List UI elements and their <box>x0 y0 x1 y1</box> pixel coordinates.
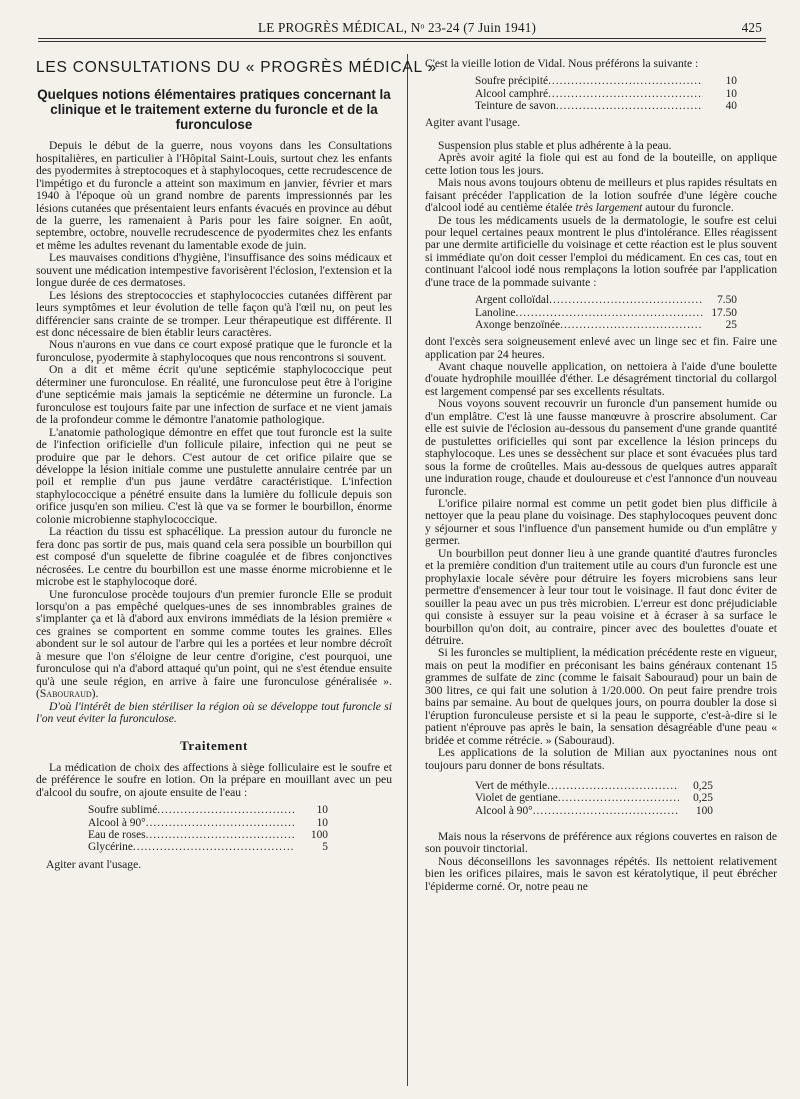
emphasis: très largement <box>575 201 643 215</box>
ingredient: Alcool camphré <box>475 87 549 100</box>
recipe-row <box>88 841 328 853</box>
paragraph: Suspension plus stable et plus adhérente à la peau. <box>438 138 672 152</box>
quantity: 100 <box>310 828 328 841</box>
ingredient: Lanoline <box>475 306 516 319</box>
ingredient: Alcool à 90° <box>88 816 146 829</box>
paragraph-text: Mais nous avons toujours obtenu de meilleurs et plus rapides résultats en faisant précéder l'application de la lotion soufrée d'une légère couche d'alcool iodé au centième étalée <box>425 176 777 215</box>
citation: (Sabouraud). <box>36 687 99 701</box>
leader-dots <box>133 841 294 853</box>
header-rule <box>38 38 766 39</box>
quantity: 25 <box>725 318 737 331</box>
paragraph: Nous n'aurons en vue dans ce court exposé pratique que le furoncle et la furonculose, pyodermite à staphylocoques que nous rencontrons si souvent. <box>36 338 392 364</box>
paragraph: Après avoir agité la fiole qui est au fond de la bouteille, on applique cette lotion tous les jours. <box>425 151 777 177</box>
paragraph: Les lésions des streptococcies et staphylococcies cutanées diffèrent par leurs symptômes et leur évolution de telle façon qu'à l'œil nu, on peut les différencier sans crainte de se tromper. Leur thérapeutique est différente. Il est donc nécessaire de bien établir leurs caractères. <box>36 288 392 340</box>
header-rule-thin <box>38 41 766 42</box>
running-title: LE PROGRÈS MÉDICAL, Nᵒ 23-24 (7 Juin 1941) <box>258 20 537 35</box>
left-column <box>36 54 437 879</box>
ingredient: Axonge benzoïnée <box>475 318 561 331</box>
ingredient: Vert de méthyle <box>475 779 548 792</box>
leader-dots <box>556 100 703 112</box>
leader-dots <box>549 294 703 306</box>
ingredient: Alcool à 90° <box>475 804 533 817</box>
recipe-row <box>88 817 328 829</box>
quantity: 10 <box>316 804 328 817</box>
paragraph: Depuis le début de la guerre, nous voyons dans les Consultations hospitalières, en particulier à l'Hôpital Saint-Louis, surtout chez les enfants des pyodermites à streptocoques et à staphylocoques, cette recrudescence de l'impétigo et du furoncle a atteint son maximum en janvier, février et mars 1940 à l'époque où un grand nombre de parents impressionnés par les lésions cutanées que présentaient leurs enfants évacués en province au début de la guerre, les ramenaient à Paris pour les faire soigner. En août, septembre, octobre, nouvelle recrudescence de pyodermites chez les enfants et même les adultes revenant du lamentable exode de juin. <box>36 139 392 252</box>
paragraph <box>36 589 392 701</box>
leader-dots <box>533 805 679 817</box>
ingredient: Glycérine <box>88 841 133 854</box>
recipe-milian-solution <box>475 780 713 817</box>
paragraph: L'anatomie pathologique démontre en effet que tout furoncle est la suite de l'infection orificielle d'un follicule pilaire, infection qui ne peut se produire que par le dehors. C'est autour de cet orifice pilaire que se développe la lésion initiale comme une pustulette annulaire centrée par un poil et remplie d'un pus jaune verdâtre caractéristique. L'infection staphylococcique a pénétré ensuite dans la lumière du follicule depuis son orifice jusqu'en son milieu. C'est là que va se former le bourbillon, énorme colonie microbienne staphylococcique. <box>36 425 392 526</box>
quantity: 10 <box>725 87 737 100</box>
recipe-row <box>475 75 737 87</box>
quantity: 7.50 <box>717 294 737 307</box>
paragraph: Si les furoncles se multiplient, la médication précédente reste en vigueur, mais on peut la modifier en préconisant les bains généraux contenant 15 grammes de sulfate de zinc (comme le faisait Sabouraud) pour un bain de 300 litres, ce qui fait une solution à 1/20.000. On peut faire prendre trois bains par semaine. Au bout de quelques jours, on pourra doubler la dose si l'éruption furonculeuse persiste et si la peau le supporte, c'est-à-dire si le patient n'éprouve pas après le bain, la sensation désagréable d'une peau « bridée et comme rétrécie. » (Sabouraud). <box>425 646 777 747</box>
leader-dots <box>547 780 679 792</box>
paragraph: Les applications de la solution de Milian aux pyoctanines nous ont toujours paru donner de bons résultats. <box>425 746 777 772</box>
recipe-row <box>475 294 737 306</box>
recipe-lotion-preferred <box>475 75 737 112</box>
paragraph: dont l'excès sera soigneusement enlevé avec un linge sec et fin. Faire une application par 24 heures. <box>425 335 777 361</box>
quantity: 10 <box>316 816 328 829</box>
leader-dots <box>157 804 294 816</box>
paragraph: De tous les médicaments usuels de la dermatologie, le soufre est celui pour lequel certaines peaux montrent le plus d'intolérance. Elles réagissent par une dermite artificielle du voisinage et cette réaction est le plus souvent si immédiate qu'on doit cesser l'emploi du médicament. En ces cas, tout en continuant l'alcool iodé nous remplaçons la lotion soufrée par l'application d'une trace de la pommade suivante : <box>425 213 777 289</box>
quantity: 0,25 <box>693 792 713 805</box>
paragraph: L'orifice pilaire normal est comme un petit godet bien plus difficile à nettoyer que la peau plane du voisinage. Des staphylocoques peuvent donc y séjourner et sous l'influence d'un pansement humide ou d'un emplâtre y germer. <box>425 497 777 548</box>
article-title: Quelques notions élémentaires pratiques concernant la clinique et le traitement externe du furoncle et de la furonculose <box>37 87 391 132</box>
paragraph: Nous déconseillons les savonnages répétés. Ils nettoient relativement bien les orifices pilaires, mais le savon est kératolytique, il peut ébrécher l'épiderme corné. Or, notre peau ne <box>425 854 777 893</box>
ingredient: Soufre sublimé <box>88 804 158 817</box>
recipe-row <box>475 307 737 319</box>
paragraph: La réaction du tissu est sphacélique. La pression autour du furoncle ne fera donc pas sortir de pus, mais quand cela sera possible un bourbillon qui est composé d'un squelette de fibrine coagulée et de fibres conjonctives nécrosées. Le centre du bourbillon est une masse énorme microbienne et le microbe est le staphylocoque doré. <box>36 525 392 589</box>
article-body-left <box>36 140 392 725</box>
leader-dots <box>516 307 704 319</box>
ingredient: Violet de gentiane <box>475 792 558 805</box>
paragraph-text: autour du furoncle. <box>642 201 734 215</box>
treatment-heading: Traitement <box>180 737 248 753</box>
paragraph: Mais nous la réservons de préférence aux régions couvertes en raison de son pouvoir tinctorial. <box>425 829 777 856</box>
quantity: 0,25 <box>693 779 713 792</box>
recipe-row <box>475 805 713 817</box>
shake-instruction: Agiter avant l'usage. <box>46 857 142 871</box>
recipe-row <box>475 88 737 100</box>
leader-dots <box>548 88 703 100</box>
paragraph-text: Une furonculose procède toujours d'un premier furoncle Elle se produit lorsqu'on a pas empêché quelques-unes de ses innombrables graines de s'implanter ça et là d'abord aux environs immédiats de la lésion première « ces graines se comportent en somme comme toutes les graines. Elles abondent sur le sol autour de l'arbre qui les a portées et leur nombre décroît à mesure que l'on s'éloigne de leur centre d'origine, c'est pourquoi, une furonculose qui n'a d'abord attaqué qu'un point, qui ne s'est étendue ensuite qu'à une seule région, en arrive à faire une furonculose généralisée ». <box>36 587 392 688</box>
leader-dots <box>146 817 294 829</box>
paragraph: Un bourbillon peut donner lieu à une grande quantité d'autres furoncles et la première condition d'un traitement utile au cours d'un furoncle est une prophylaxie locale sévère pour détruire les foyers microbiens sans leur permettre d'ensemencer à leur tour tout le voisinage. Il faut donc éviter de souiller la peau avec un pus très microbien. L'erreur est donc préjudiciable qui consiste à essuyer sur la peau voisine et à écraser à sa surface le bourbillon qu'on doit, au contraire, pincer avec des boulettes d'ouate et détruire. <box>425 546 777 647</box>
recipe-row <box>475 319 737 331</box>
closing-remark: D'où l'intérêt de bien stériliser la région où se développe tout furoncle si l'on veut éviter la furonculose. <box>36 699 392 726</box>
right-column <box>425 54 777 893</box>
ingredient: Argent colloïdal <box>475 294 550 307</box>
leader-dots <box>560 319 703 331</box>
recipe-row <box>475 100 737 112</box>
quantity: 5 <box>322 841 328 854</box>
paragraph: Avant chaque nouvelle application, on nettoiera à l'aide d'une boulette d'ouate hydrophile mouillée d'éther. Le désagrément tinctorial du collargol est largement compensé par ses excellents résultats. <box>425 360 777 398</box>
paragraph: Les mauvaises conditions d'hygiène, l'insuffisance des soins médicaux et souvent une médication intempestive favorisèrent l'éclosion, l'extension et la longue durée de ces dermatoses. <box>36 251 392 290</box>
recipe-ointment <box>475 294 737 331</box>
recipe-row <box>88 804 328 816</box>
right-intro: C'est la vieille lotion de Vidal. Nous préférons la suivante : <box>425 57 699 70</box>
leader-dots <box>548 75 703 87</box>
quantity: 100 <box>695 804 713 817</box>
paragraph <box>425 177 777 214</box>
page-number: 425 <box>741 20 762 35</box>
ingredient: Soufre précipité <box>475 75 549 88</box>
running-header <box>38 18 766 40</box>
quantity: 40 <box>725 100 737 113</box>
leader-dots <box>558 792 679 804</box>
shake-instruction: Agiter avant l'usage. <box>425 116 521 130</box>
section-title: LES CONSULTATIONS DU « PROGRÈS MÉDICAL » <box>36 59 437 76</box>
column-divider <box>407 54 408 1086</box>
quantity: 17.50 <box>711 306 737 319</box>
recipe-row <box>88 829 328 841</box>
ingredient: Eau de roses <box>88 828 146 841</box>
paragraph: On a dit et même écrit qu'une septicémie staphylococcique peut déterminer une furonculose. En réalité, une furonculose peut être à l'origine d'une septicémie mais jamais la septicémie ne détermine un furoncle. La furonculose est toujours faite par une infection de surface et ne vient jamais de la profondeur comme le démontre l'anatomie pathologique. <box>36 363 392 427</box>
treatment-intro: La médication de choix des affections à siège folliculaire est le soufre et de préférence le soufre en lotion. On la prépare en mouillant avec un peu d'alcool du soufre, on ajoute ensuite de l'eau : <box>36 760 392 799</box>
quantity: 10 <box>725 75 737 88</box>
recipe-row <box>475 780 713 792</box>
ingredient: Teinture de savon <box>475 100 556 113</box>
leader-dots <box>146 829 294 841</box>
recipe-row <box>475 792 713 804</box>
paragraph: Nous voyons souvent recouvrir un furoncle d'un pansement humide ou d'un emplâtre. C'est là une fausse manœuvre à proscrire absolument. Car elle est suivie de l'éclosion au-dessous du pansement d'une grande quantité de pustulettes orificielles qui sont par excellence la lésion princeps du staphylocoque. Les unes se dessèchent sur place et sont évacuées plus tard sous la forme de croûtelles. Mais au-dessous de quelques autres apparaît une induration rouge, chaude et douloureuse et c'est l'annonce d'un nouveau furoncle. <box>425 397 777 498</box>
recipe-lotion-vidal <box>88 804 328 853</box>
